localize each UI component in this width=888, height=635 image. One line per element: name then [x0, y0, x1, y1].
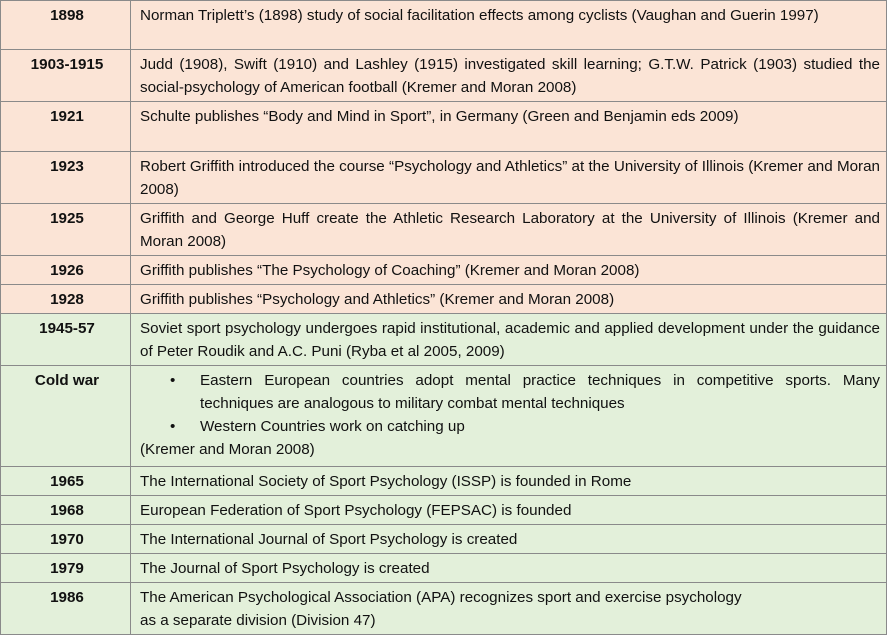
table-row	[1, 496, 887, 525]
year-cell: 1923	[1, 152, 131, 204]
event-cell: Soviet sport psychology undergoes rapid institutional, academic and applied development under the guidance of Peter Roudik and A.C. Puni (Ryba et al 2005, 2009)	[131, 314, 887, 366]
event-cell: Schulte publishes “Body and Mind in Sport”, in Germany (Green and Benjamin eds 2009)	[131, 102, 887, 152]
bullet-list	[140, 369, 880, 438]
table-row	[1, 366, 887, 467]
year-cell: 1970	[1, 525, 131, 554]
table-row	[1, 467, 887, 496]
table-row	[1, 1, 887, 50]
table-row	[1, 256, 887, 285]
year-cell: 1945-57	[1, 314, 131, 366]
year-cell: 1898	[1, 1, 131, 50]
bullet-icon: •	[170, 418, 176, 435]
event-text-line: as a separate division (Division 47)	[140, 612, 376, 629]
year-cell: 1926	[1, 256, 131, 285]
table-row	[1, 314, 887, 366]
event-cell: Griffith publishes “Psychology and Athletics” (Kremer and Moran 2008)	[131, 285, 887, 314]
year-cell: 1979	[1, 554, 131, 583]
bullet-icon: •	[170, 372, 176, 389]
event-text-line: The American Psychological Association (APA) recognizes sport and exercise psychology	[140, 589, 742, 606]
table-row	[1, 583, 887, 635]
table-row	[1, 554, 887, 583]
citation: (Kremer and Moran 2008)	[140, 441, 315, 458]
year-cell: 1925	[1, 204, 131, 256]
table-row	[1, 525, 887, 554]
bullet-item	[170, 369, 880, 415]
event-cell: The International Journal of Sport Psychology is created	[131, 525, 887, 554]
event-cell: The Journal of Sport Psychology is created	[131, 554, 887, 583]
table-row	[1, 102, 887, 152]
event-cell-cold-war	[131, 366, 887, 467]
event-cell: Griffith and George Huff create the Athletic Research Laboratory at the University of Illinois (Kremer and Moran 2008)	[131, 204, 887, 256]
table-row	[1, 204, 887, 256]
bullet-item	[170, 415, 880, 438]
year-cell: 1903-1915	[1, 50, 131, 102]
bullet-text: Western Countries work on catching up	[200, 418, 465, 435]
event-cell	[131, 583, 887, 635]
event-cell: Norman Triplett’s (1898) study of social facilitation effects among cyclists (Vaughan and Guerin 1997)	[131, 1, 887, 50]
table-row	[1, 285, 887, 314]
year-cell: 1968	[1, 496, 131, 525]
table-row	[1, 152, 887, 204]
year-cell: 1965	[1, 467, 131, 496]
year-cell: 1921	[1, 102, 131, 152]
year-cell: 1928	[1, 285, 131, 314]
event-cell: Robert Griffith introduced the course “Psychology and Athletics” at the University of Illinois (Kremer and Moran 2008)	[131, 152, 887, 204]
year-cell: 1986	[1, 583, 131, 635]
event-cell: European Federation of Sport Psychology (FEPSAC) is founded	[131, 496, 887, 525]
event-cell: Griffith publishes “The Psychology of Coaching” (Kremer and Moran 2008)	[131, 256, 887, 285]
table-row	[1, 50, 887, 102]
event-cell: The International Society of Sport Psychology (ISSP) is founded in Rome	[131, 467, 887, 496]
bullet-text: Eastern European countries adopt mental practice techniques in competitive sports. Many techniques are analogous to military combat mental techniques	[200, 372, 880, 412]
year-cell: Cold war	[1, 366, 131, 467]
event-cell: Judd (1908), Swift (1910) and Lashley (1915) investigated skill learning; G.T.W. Patrick (1903) studied the social-psychology of American football (Kremer and Moran 2008)	[131, 50, 887, 102]
